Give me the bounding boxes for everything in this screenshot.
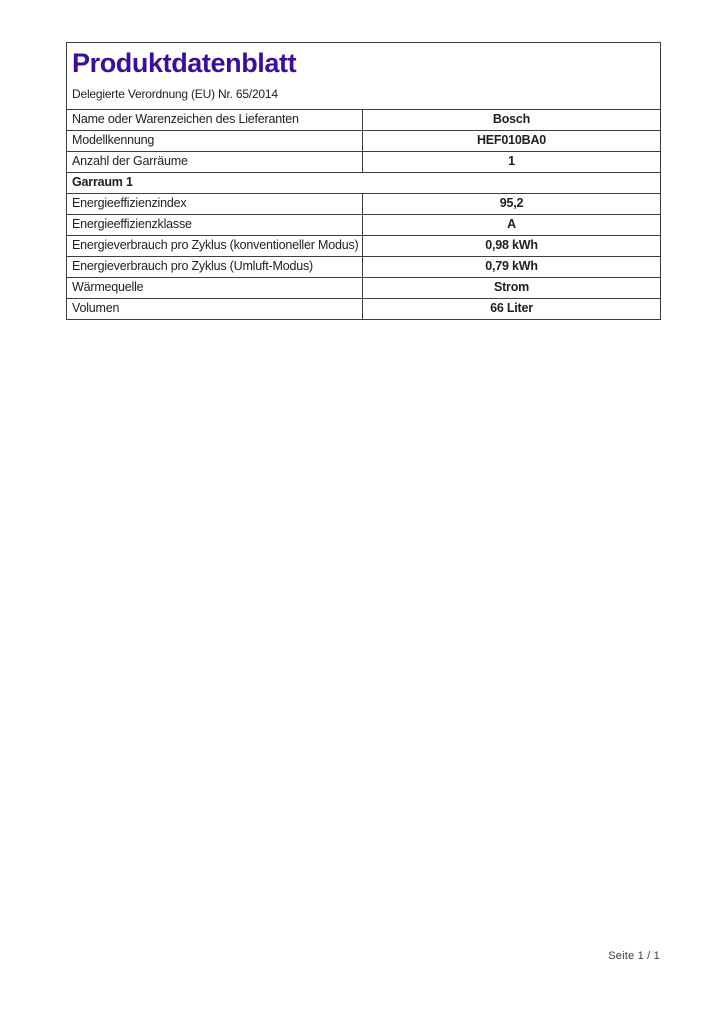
row-value: Strom xyxy=(363,278,661,299)
row-label: Energieeffizienzindex xyxy=(67,194,363,215)
row-value: 66 Liter xyxy=(363,299,661,320)
table-row xyxy=(67,152,661,173)
table-row xyxy=(67,278,661,299)
table-row xyxy=(67,215,661,236)
page-number: Seite 1 / 1 xyxy=(608,950,660,962)
table-row xyxy=(67,131,661,152)
table-row xyxy=(67,236,661,257)
row-label: Energieeffizienzklasse xyxy=(67,215,363,236)
row-value: A xyxy=(363,215,661,236)
row-value: 1 xyxy=(363,152,661,173)
table-row xyxy=(67,194,661,215)
section-row xyxy=(67,173,661,194)
table-row xyxy=(67,299,661,320)
table-title-row xyxy=(67,43,661,110)
row-label: Name oder Warenzeichen des Lieferanten xyxy=(67,110,363,131)
row-value: 95,2 xyxy=(363,194,661,215)
product-data-table xyxy=(66,42,661,320)
table-row xyxy=(67,110,661,131)
datasheet-container xyxy=(66,42,660,320)
row-value: Bosch xyxy=(363,110,661,131)
row-label: Volumen xyxy=(67,299,363,320)
row-label: Anzahl der Garräume xyxy=(67,152,363,173)
row-label: Wärmequelle xyxy=(67,278,363,299)
row-label: Energieverbrauch pro Zyklus (Umluft-Modus) xyxy=(67,257,363,278)
title-cell xyxy=(67,43,661,110)
row-value: 0,98 kWh xyxy=(363,236,661,257)
row-label: Energieverbrauch pro Zyklus (konventioneller Modus) xyxy=(67,236,363,257)
section-label: Garraum 1 xyxy=(67,173,661,194)
table-row xyxy=(67,257,661,278)
row-value: 0,79 kWh xyxy=(363,257,661,278)
row-label: Modellkennung xyxy=(67,131,363,152)
page-subtitle: Delegierte Verordnung (EU) Nr. 65/2014 xyxy=(72,87,278,102)
page-title: Produktdatenblatt xyxy=(72,48,297,78)
row-value: HEF010BA0 xyxy=(363,131,661,152)
